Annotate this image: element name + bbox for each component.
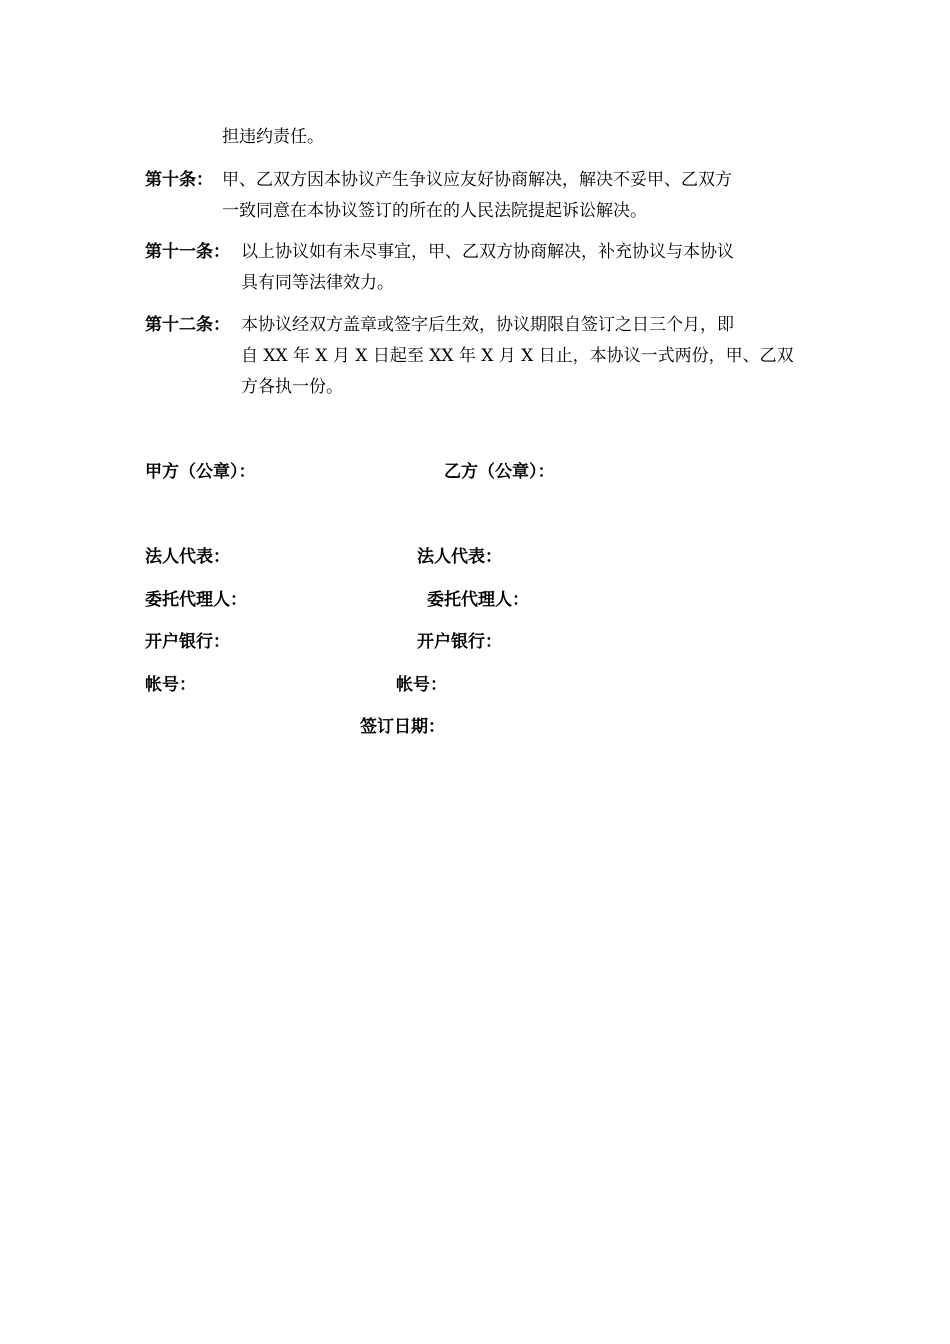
clause-12-label: 第十二条： <box>145 315 230 335</box>
clause-12-line-3: 方各执一份。 <box>241 377 343 397</box>
party-b-bank-label: 开户银行： <box>417 632 502 652</box>
party-a-legal-rep-label: 法人代表： <box>145 547 230 567</box>
clause-12-line-2: 自 XX 年 X 月 X 日起至 XX 年 X 月 X 日止，本协议一式两份，甲、乙双 <box>241 346 794 366</box>
clause-10-line-1: 甲、乙双方因本协议产生争议应友好协商解决，解决不妥甲、乙双方 <box>222 170 732 190</box>
clause-12-line-1: 本协议经双方盖章或签字后生效，协议期限自签订之日三个月，即 <box>241 315 734 335</box>
clause-10-line-2: 一致同意在本协议签订的所在的人民法院提起诉讼解决。 <box>222 201 647 221</box>
party-b-seal-label: 乙方（公章）： <box>444 462 555 482</box>
party-a-agent-label: 委托代理人： <box>145 590 247 610</box>
party-b-account-label: 帐号： <box>396 675 447 695</box>
signing-date-label: 签订日期： <box>360 717 445 737</box>
clause-11-line-2: 具有同等法律效力。 <box>241 273 394 293</box>
party-b-agent-label: 委托代理人： <box>427 590 529 610</box>
clause-11-label: 第十一条： <box>145 242 230 262</box>
clause-9-continuation: 担违约责任。 <box>222 127 324 147</box>
party-a-bank-label: 开户银行： <box>145 632 230 652</box>
clause-10-label: 第十条： <box>145 170 213 190</box>
party-a-seal-label: 甲方（公章）： <box>145 462 256 482</box>
party-a-account-label: 帐号： <box>145 675 196 695</box>
party-b-legal-rep-label: 法人代表： <box>417 547 502 567</box>
clause-11-line-1: 以上协议如有未尽事宜，甲、乙双方协商解决，补充协议与本协议 <box>241 242 734 262</box>
